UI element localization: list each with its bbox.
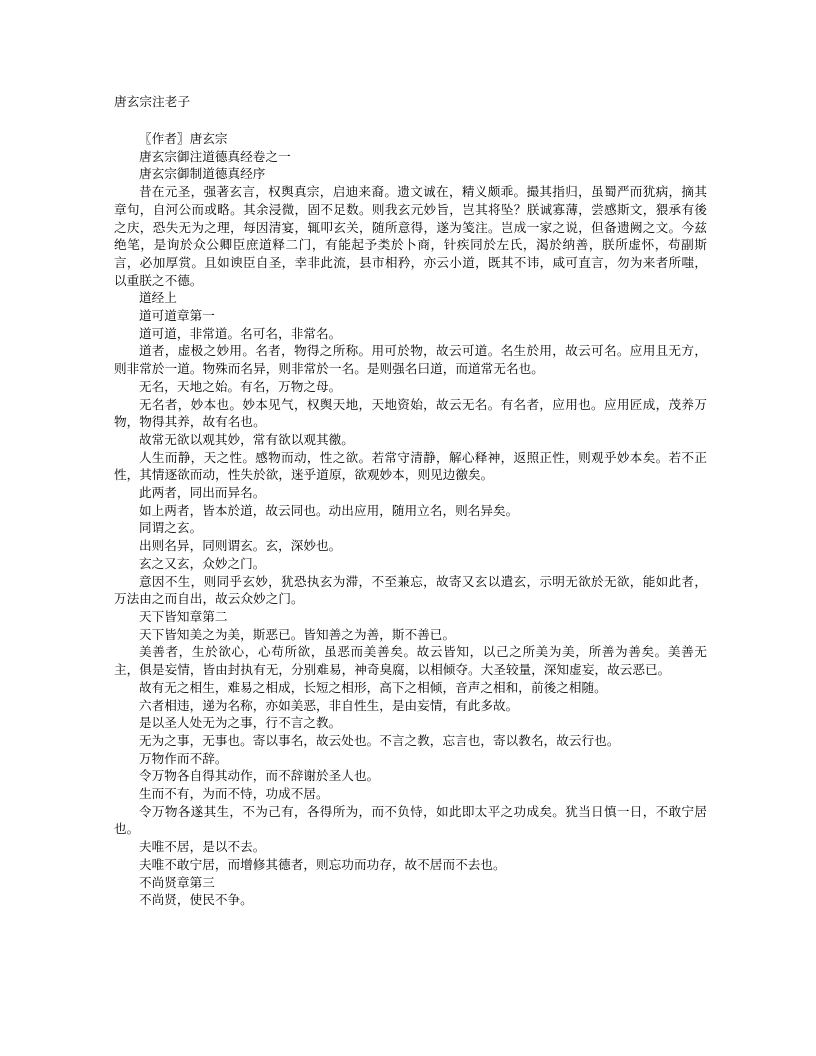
document-paragraph: 此两者，同出而异名。 bbox=[139, 485, 266, 501]
document-paragraph: 是以圣人处无为之事，行不言之教。 bbox=[139, 715, 342, 731]
document-title: 唐玄宗注老子 bbox=[114, 94, 191, 109]
document-paragraph: 道可道章第一 bbox=[139, 308, 215, 324]
document-paragraph: 昔在元圣，强著玄言，权舆真宗，启迪来裔。遗文诚在，精义颇乖。撮其指归，虽蜀严而犹病，摘其章句，自河公而或略。其余浸微，固不足数。则我玄元妙旨，岂其将坠？朕诚寡薄，尝感斯文，猥承有後之庆，恐失无为之理，每因清宴，辄叩玄关，随所意得，遂为笺注。岂成一家之说，但备遗阙之文。今兹绝笔，是询於众公卿臣庶道释二门，有能起予类於卜商，针疾同於左氏，渴於纳善，朕所虚怀，苟副斯言，必加厚赏。且如谀臣自圣，幸非此流，县市相矜，亦云小道，既其不讳，咸可直言，勿为来者所嗤，以重朕之不德。 bbox=[114, 184, 707, 288]
document-paragraph: 六者相违，递为名称，亦如美恶，非自性生，是由妄情，有此多故。 bbox=[139, 697, 519, 713]
document-paragraph: 意因不生，则同乎玄妙，犹恐执玄为滞，不至兼忘，故寄又玄以遣玄，示明无欲於无欲，能如此者，万法由之而自出，故云众妙之门。 bbox=[114, 573, 707, 607]
document-paragraph: 道者，虚极之妙用。名者，物得之所称。用可於物，故云可道。名生於用，故云可名。应用且无方，则非常於一道。物殊而名异，则非常於一名。是则强名曰道，而道常无名也。 bbox=[114, 343, 707, 377]
document-paragraph: 故常无欲以观其妙，常有欲以观其徼。 bbox=[139, 431, 354, 447]
document-paragraph: 美善者，生於欲心，心苟所欲，虽恶而美善矣。故云皆知，以己之所美为美，所善为善矣。美善无主，俱是妄情，皆由封执有无，分别难易，神奇臭腐，以相倾夺。大圣较量，深知虚妄，故云恶已。 bbox=[114, 644, 707, 678]
document-paragraph: 无为之事，无事也。寄以事名，故云处也。不言之教，忘言也，寄以教名，故云行也。 bbox=[139, 732, 620, 748]
document-paragraph: 同谓之玄。 bbox=[139, 520, 203, 536]
document-paragraph: 道可道，非常道。名可名，非常名。 bbox=[139, 325, 342, 341]
document-paragraph: 万物作而不辞。 bbox=[139, 750, 228, 766]
document-paragraph: 出则名异，同则谓玄。玄，深妙也。 bbox=[139, 538, 342, 554]
document-paragraph: 无名者，妙本也。妙本见气，权舆天地，天地资始，故云无名。有名者，应用也。应用匠成，茂养万物，物得其养，故有名也。 bbox=[114, 396, 707, 430]
document-paragraph: 如上两者，皆本於道，故云同也。动出应用，随用立名，则名异矣。 bbox=[139, 502, 519, 518]
document-paragraph: 故有无之相生，难易之相成，长短之相形，高下之相倾，音声之相和，前後之相随。 bbox=[139, 679, 607, 695]
document-paragraph: 唐玄宗御注道德真经卷之一 bbox=[139, 148, 291, 164]
document-paragraph: 唐玄宗御制道德真经序 bbox=[139, 166, 266, 182]
document-paragraph: 无名，天地之始。有名，万物之母。 bbox=[139, 378, 342, 394]
document-paragraph: 人生而静，天之性。感物而动，性之欲。若常守清静，解心释神，返照正性，则观乎妙本矣。若不正性，其情逐欲而动，性失於欲，迷乎道原，欲观妙本，则见边徼矣。 bbox=[114, 449, 707, 483]
document-body bbox=[114, 92, 707, 909]
document-paragraph: 夫唯不敢宁居，而增修其德者，则忘功而功存，故不居而不去也。 bbox=[139, 856, 506, 872]
document-paragraph: 生而不有，为而不恃，功成不居。 bbox=[139, 786, 329, 802]
document-paragraph: 〖作者〗唐玄宗 bbox=[139, 131, 228, 146]
document-paragraph: 天下皆知章第二 bbox=[139, 608, 228, 624]
paragraph-list bbox=[114, 130, 707, 909]
document-paragraph: 夫唯不居，是以不去。 bbox=[139, 839, 266, 855]
document-paragraph: 道经上 bbox=[139, 290, 177, 306]
document-paragraph: 不尚贤，使民不争。 bbox=[139, 892, 253, 908]
document-paragraph: 天下皆知美之为美，斯恶已。皆知善之为善，斯不善已。 bbox=[139, 626, 456, 642]
document-paragraph: 令万物各自得其动作，而不辞谢於圣人也。 bbox=[139, 768, 380, 784]
document-paragraph: 不尚贤章第三 bbox=[139, 874, 215, 890]
document-paragraph: 令万物各遂其生，不为己有，各得所为，而不负恃，如此即太平之功成矣。犹当日慎一日，不敢宁居也。 bbox=[114, 803, 707, 837]
document-paragraph: 玄之又玄，众妙之门。 bbox=[139, 555, 266, 571]
